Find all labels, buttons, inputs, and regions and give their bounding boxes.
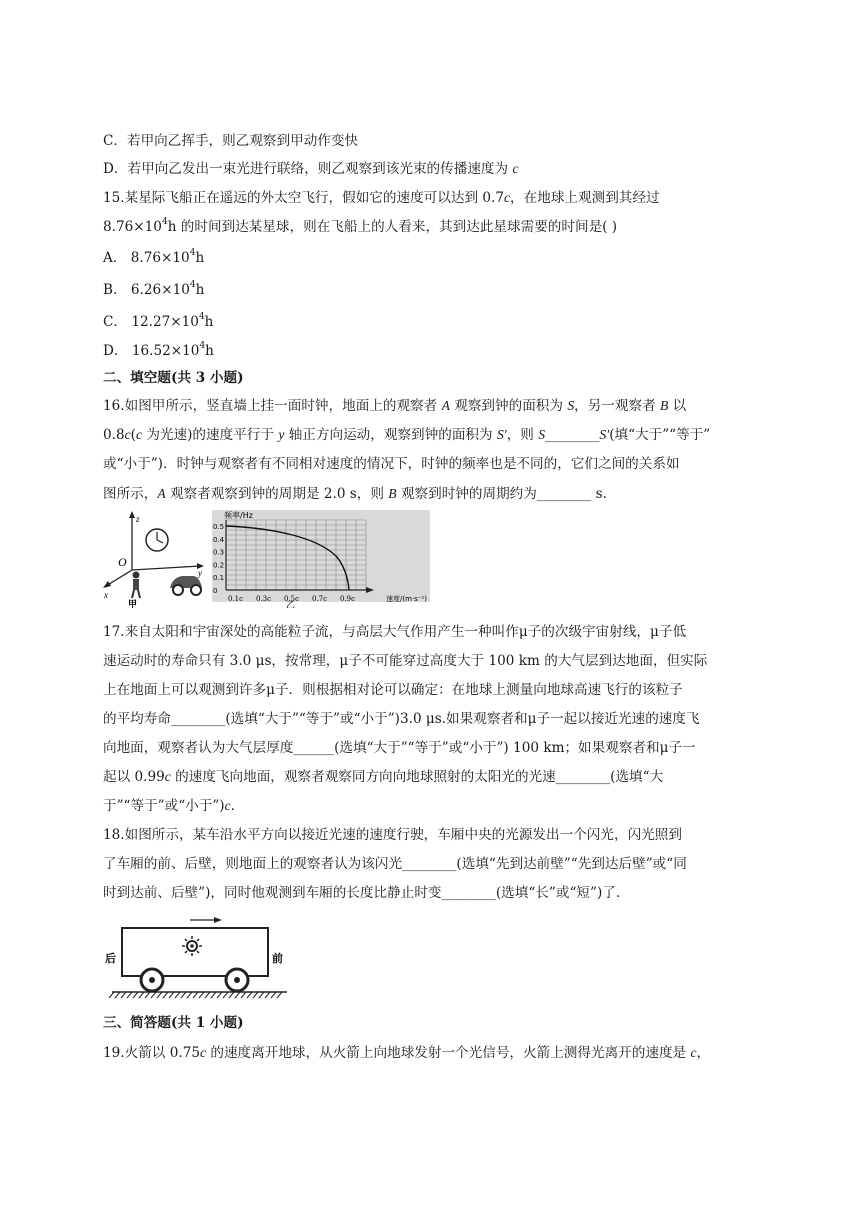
label-back: 后	[105, 952, 116, 965]
x-tick-label: 0.3c	[256, 595, 272, 603]
x-axis	[106, 570, 132, 586]
y-axis	[132, 566, 200, 570]
x-tick-label: 0.9c	[340, 595, 356, 603]
q18-figure	[102, 910, 292, 1000]
q14-option-d: D．若甲向乙发出一束光进行联络，则乙观察到该光束的传播速度为 c	[103, 161, 519, 177]
q15-option-a: A． $8.76\times 10^4h$	[103, 248, 205, 266]
y-tick-label: 0.1	[213, 574, 225, 583]
q16-line-3: 或“小于”)．时钟与观察者有不同相对速度的情况下，时钟的频率也是不同的，它们之间的关系如	[103, 456, 680, 472]
q17-line-4: 的平均寿命________(选填“大于”“等于”或“小于”)3.0 μs.如果观察者和μ子一起以接近光速的速度飞	[103, 711, 700, 727]
observer-b-car-icon	[170, 576, 202, 595]
q19-line-1: 19.火箭以 0.75c 的速度离开地球，从火箭上向地球发射一个光信号，火箭上测得光离开的速度是 c，	[103, 1045, 711, 1061]
q16-line-2: 0.8c(c 为光速)的速度平行于 y 轴正方向运动，观察到钟的面积为 S′，则 S________S′(填“大于”“等于”	[103, 427, 711, 443]
x-tick-label: 0.1c	[228, 595, 244, 603]
q17-line-2: 速运动时的寿命只有 3.0 μs，按常理，μ子不可能穿过高度大于 100 km 的大气层到达地面，但实际	[103, 653, 708, 669]
graph-y-title: 频率/Hz	[224, 511, 253, 520]
y-tick-label: 0.2	[213, 561, 225, 570]
q16-line-1: 16.如图甲所示，竖直墙上挂一面时钟，地面上的观察者 A 观察到钟的面积为 S，另一观察者 B 以	[103, 398, 687, 414]
y-tick-label: 0.5	[213, 523, 225, 531]
section-3-title: 三、简答题(共 1 小题)	[103, 1015, 244, 1031]
q15-stem-line-2: $8.76\times 10^4h$ 的时间到达某星球，则在飞船上的人看来，其到达此星球需要的时间是( )	[103, 217, 618, 235]
y-tick-label: 0.4	[213, 535, 225, 544]
q14-option-c: C．若甲向乙挥手，则乙观察到甲动作变快	[103, 133, 359, 149]
q15-option-b: B． $6.26\times 10^4h$	[103, 280, 205, 298]
axis-y-label: y	[198, 568, 202, 578]
q15-stem-line-1: 15.某星际飞船正在遥远的外太空飞行，假如它的速度可以达到 0.7c，在地球上观测到其经过	[103, 190, 660, 206]
q18-line-1: 18.如图所示，某车沿水平方向以接近光速的速度行驶，车厢中央的光源发出一个闪光，闪光照到	[103, 827, 682, 843]
q17-line-6: 起以 0.99c 的速度飞向地面，观察者观察同方向向地球照射的太阳光的光速________(选填“大	[103, 769, 664, 785]
wheel-right-icon	[226, 969, 248, 991]
carriage	[122, 928, 268, 976]
y-tick-label: 0	[213, 587, 218, 595]
q16-line-4: 图所示，A 观察者观察到钟的周期是 2.0 s，则 B 观察到时钟的周期约为________ s.	[103, 486, 607, 502]
section-2-title: 二、填空题(共 3 小题)	[103, 370, 244, 386]
clock-icon	[146, 529, 168, 551]
y-tick-label: 0.3	[213, 548, 225, 557]
light-source-icon	[182, 936, 202, 956]
q17-line-5: 向地面，观察者认为大气层厚度______(选填“大于”“等于”或“小于”) 100 km；如果观察者和μ子一	[103, 740, 696, 756]
q17-line-1: 17.来自太阳和宇宙深处的高能粒子流，与高层大气作用产生一种叫作μ子的次级宇宙射线，μ子低	[103, 624, 687, 640]
ground-hatch	[109, 992, 282, 998]
q16-blank-1: ________	[545, 427, 600, 443]
q17-line-7: 于”“等于”或“小于”)c.	[103, 798, 235, 814]
q15-option-d: D． $16.52\times 10^4h$	[103, 341, 214, 359]
x-tick-label: 0.7c	[312, 595, 328, 603]
x-tick-label: 0.5c	[284, 595, 300, 603]
q16-figure	[100, 508, 435, 608]
wheel-left-icon	[141, 969, 163, 991]
figure-yi-graph	[212, 510, 430, 608]
axis-z-label: z	[136, 514, 140, 524]
q18-line-3: 时到达前、后壁”)，同时他观测到车厢的长度比静止时变________(选填“长”或“短”)了.	[103, 885, 621, 901]
figure-jia	[103, 511, 204, 608]
figure-jia-label: 甲	[128, 600, 138, 608]
q17-line-3: 上在地面上可以观测到许多μ子．则根据相对论可以确定：在地球上测量向地球高速飞行的该粒子	[103, 682, 683, 698]
figure-yi-label: 乙	[286, 601, 296, 608]
label-front: 前	[272, 952, 283, 965]
axis-x-label: x	[104, 590, 108, 600]
q15-option-c: C． $12.27\times 10^4h$	[103, 312, 214, 330]
observer-a-icon	[132, 572, 140, 599]
axis-o-label: O	[118, 555, 127, 569]
q18-line-2: 了车厢的前、后壁，则地面上的观察者认为该闪光________(选填“先到达前壁”“先到达后壁”或“同	[103, 856, 687, 872]
graph-x-title: 速度/(m·s⁻¹)	[386, 595, 428, 603]
